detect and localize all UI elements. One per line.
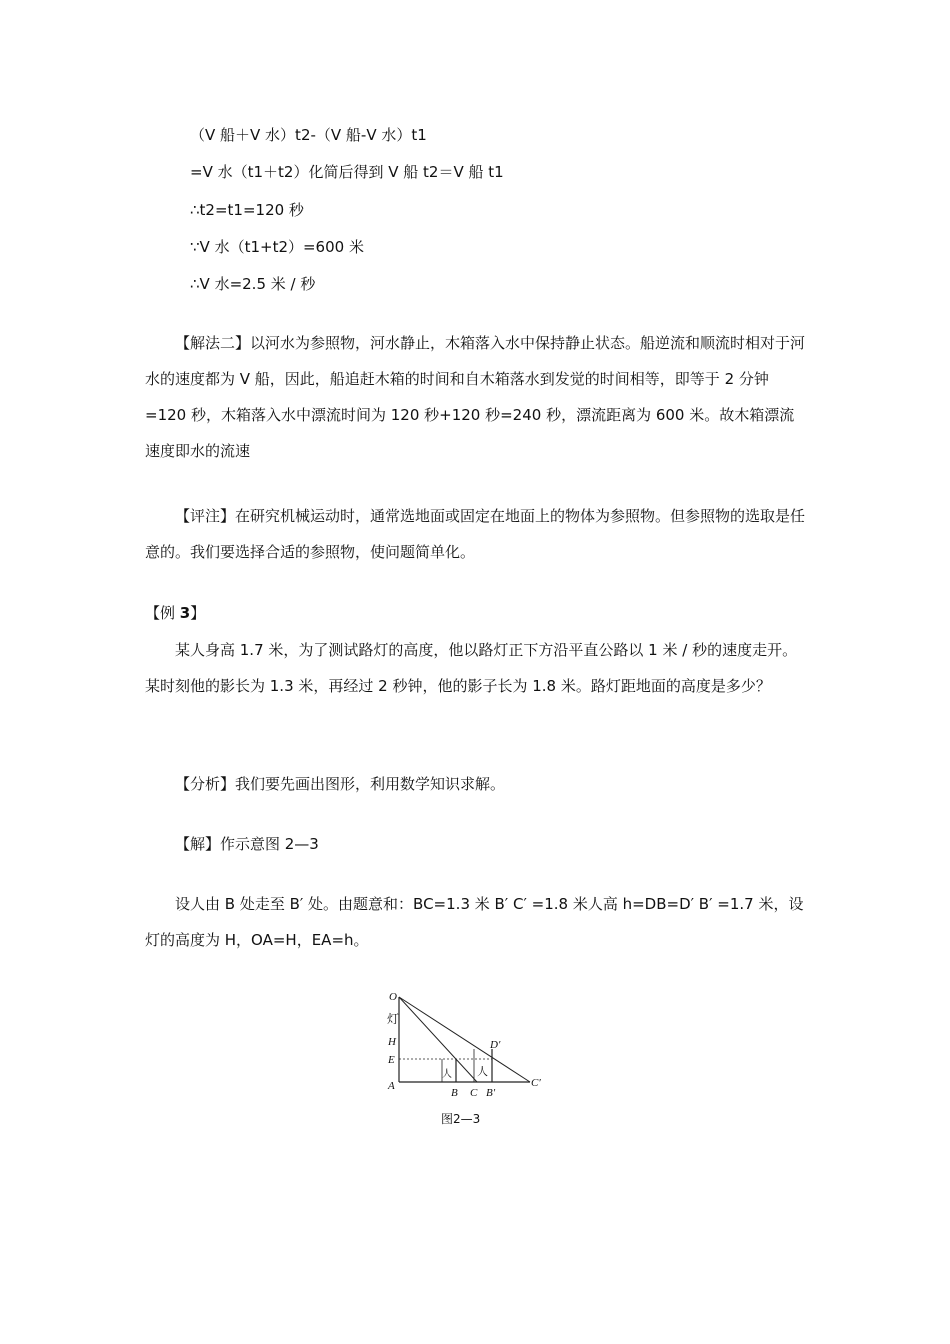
label-person-b-prime: 人: [477, 1065, 488, 1078]
label-b: B: [451, 1087, 458, 1099]
setup-block: [145, 886, 805, 958]
label-c: C: [470, 1087, 478, 1099]
light-ray-to-c-prime: [399, 997, 530, 1082]
label-a: A: [388, 1080, 395, 1092]
label-b-prime: B′: [486, 1087, 496, 1099]
equation-line-4: ∵V 水（t1+t2）=600 米: [190, 238, 364, 256]
label-o: O: [389, 991, 397, 1003]
example-heading: 【例 3】: [145, 604, 206, 622]
problem-text: 某人身高 1.7 米，为了测试路灯的高度，他以路灯正下方沿平直公路以 1 米 / 秒的速度走开。某时刻他的影长为 1.3 米，再经过 2 秒钟，他的影子长为 1.8 米。路灯距地面的高度是多少？: [145, 641, 798, 695]
label-lamp: 灯: [387, 1012, 400, 1026]
solution-method-2: [145, 325, 805, 469]
label-person-b: 人: [442, 1069, 452, 1080]
figure-caption: 图2—3: [441, 1112, 481, 1126]
solution-method-2-text: 【解法二】以河水为参照物，河水静止，木箱落入水中保持静止状态。船逆流和顺流时相对于河水的速度都为 V 船，因此，船追赶木箱的时间和自木箱落水到发觉的时间相等，即等于 2 分钟=120 秒，木箱落入水中漂流时间为 120 秒+120 秒=240 秒，漂流距离为 600 米。故木箱漂流速度即水的流速: [145, 334, 806, 460]
comment-block: [145, 498, 805, 570]
equation-line-3: ∴t2=t1=120 秒: [190, 201, 304, 219]
analysis-text: 【分析】我们要先画出图形，利用数学知识求解。: [175, 775, 506, 793]
setup-text: 设人由 B 处走至 B′ 处。由题意和：BC=1.3 米 B′ C′ =1.8 米人高 h=DB=D′ B′ =1.7 米，设灯的高度为 H，OA=H，EA=h。: [145, 895, 804, 949]
equation-line-1: （V 船＋V 水）t2-（V 船-V 水）t1: [190, 126, 427, 144]
equation-line-2: =V 水（t1＋t2）化简后得到 V 船 t2＝V 船 t1: [190, 163, 504, 181]
label-d-prime: D′: [490, 1039, 501, 1051]
label-h: H: [388, 1036, 396, 1048]
solution-text: 【解】作示意图 2—3: [175, 835, 319, 853]
solution-block: [145, 826, 805, 862]
label-e: E: [388, 1054, 395, 1066]
equation-line-5: ∴V 水=2.5 米 / 秒: [190, 275, 316, 293]
comment-text: 【评注】在研究机械运动时，通常选地面或固定在地面上的物体为参照物。但参照物的选取是任意的。我们要选择合适的参照物，使问题简单化。: [145, 507, 806, 561]
problem-block: [145, 632, 805, 704]
analysis-block: [145, 766, 805, 802]
label-c-prime: C′: [531, 1077, 541, 1089]
